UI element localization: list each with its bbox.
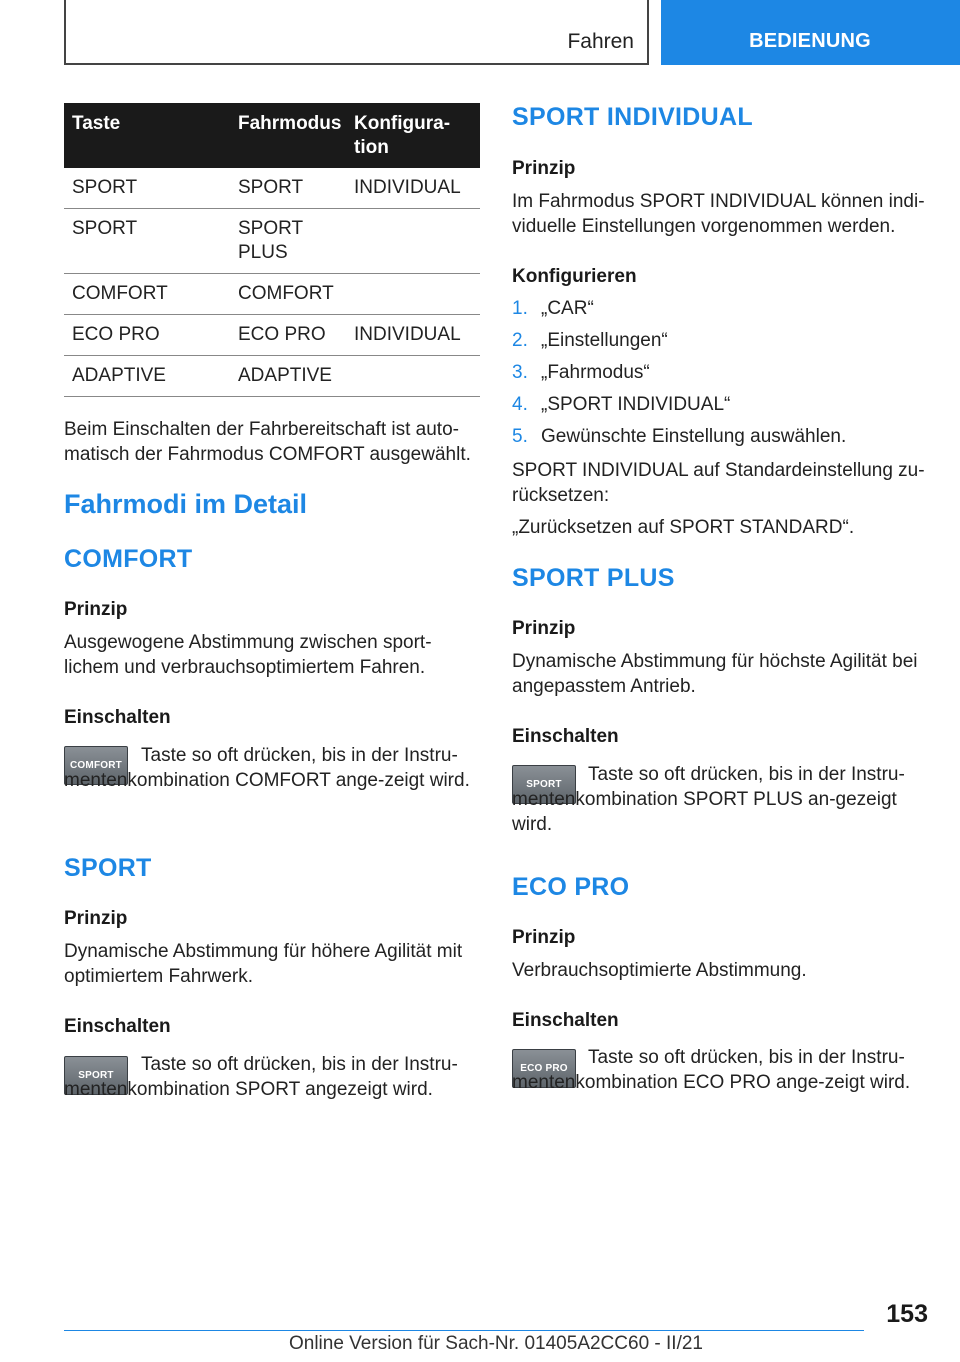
sport-einschalten-text-content: Taste so oft drücken, bis in der Instru‐mentenkombination SPORT angezeigt wird.	[64, 1054, 458, 1100]
table-row	[64, 209, 480, 274]
table-header-row	[64, 103, 480, 168]
eco-pro-button-icon: ECO PRO	[512, 1049, 576, 1088]
table-row	[64, 168, 480, 209]
table-cell: ADAPTIVE	[230, 356, 354, 397]
sport-plus-prinzip-text: Dynamische Abstimmung für höchste Agilität bei angepasstem Antrieb.	[512, 651, 918, 697]
comfort-button-icon: COMFORT	[64, 746, 128, 785]
list-item	[512, 325, 932, 357]
reset-instruction: SPORT INDIVIDUAL auf Standardeinstellung zu‐rücksetzen:	[512, 460, 925, 506]
table-cell: INDIVIDUAL	[354, 168, 480, 209]
step-number: 1.	[512, 298, 528, 319]
step-text: „Fahrmodus“	[541, 362, 650, 383]
table-cell: INDIVIDUAL	[354, 315, 480, 356]
sport-prinzip-text: Dynamische Abstimmung für höhere Agilität mit optimiertem Fahrwerk.	[64, 941, 463, 987]
section-title: Fahrmodi im Detail	[64, 489, 308, 519]
sport-prinzip-label: Prinzip	[64, 908, 128, 929]
sport-heading: SPORT	[64, 854, 152, 882]
list-item	[512, 421, 932, 453]
table-cell: COMFORT	[64, 274, 230, 315]
konfigurieren-label: Konfigurieren	[512, 266, 637, 287]
table-cell: ADAPTIVE	[64, 356, 230, 397]
table-cell: SPORT	[230, 168, 354, 209]
table-cell: SPORT	[64, 209, 230, 274]
comfort-einschalten-label: Einschalten	[64, 707, 171, 728]
table-cell	[354, 209, 480, 274]
comfort-prinzip-text: Ausgewogene Abstimmung zwischen sport‐lichem und verbrauchsoptimiertem Fahren.	[64, 632, 432, 678]
sport-plus-einschalten-text-content: Taste so oft drücken, bis in der Instru‐mentenkombination SPORT PLUS an‐gezeigt wird.	[512, 764, 905, 835]
comfort-prinzip-label: Prinzip	[64, 599, 128, 620]
sport-plus-einschalten-text	[512, 762, 922, 837]
table-header-cell: Taste	[64, 103, 230, 168]
step-number: 4.	[512, 394, 528, 415]
sport-einschalten-text	[64, 1052, 474, 1102]
reset-action: „Zurücksetzen auf SPORT STANDARD“.	[512, 517, 855, 538]
footer-divider	[64, 1330, 864, 1331]
sport-individual-prinzip-text: Im Fahrmodus SPORT INDIVIDUAL können indi‐viduelle Einstellungen vorgenommen werden.	[512, 191, 925, 237]
table-cell: ECO PRO	[230, 315, 354, 356]
eco-pro-prinzip-label: Prinzip	[512, 927, 576, 948]
table-row	[64, 315, 480, 356]
eco-pro-einschalten-text-content: Taste so oft drücken, bis in der Instru‐mentenkombination ECO PRO ange‐zeigt wird.	[512, 1047, 911, 1093]
step-text: „Einstellungen“	[541, 330, 668, 351]
table-cell: ECO PRO	[64, 315, 230, 356]
header-section-box	[64, 0, 649, 65]
step-text: Gewünschte Einstellung auswählen.	[541, 426, 847, 447]
drive-mode-table	[64, 103, 480, 397]
table-header-cell: Konfigura‐tion	[354, 103, 480, 168]
step-number: 3.	[512, 362, 528, 383]
intro-paragraph: Beim Einschalten der Fahrbereitschaft ist auto‐matisch der Fahrmodus COMFORT ausgewählt.	[64, 419, 471, 465]
step-text: „SPORT INDIVIDUAL“	[541, 394, 731, 415]
sport-plus-prinzip-label: Prinzip	[512, 618, 576, 639]
step-number: 5.	[512, 426, 528, 447]
table-header-cell: Fahrmodus	[230, 103, 354, 168]
table-cell: SPORT PLUS	[230, 209, 354, 274]
list-item	[512, 389, 932, 421]
comfort-heading: COMFORT	[64, 545, 193, 573]
table-cell	[354, 356, 480, 397]
sport-individual-heading: SPORT INDIVIDUAL	[512, 103, 753, 131]
page-number: 153	[886, 1300, 928, 1328]
sport-einschalten-label: Einschalten	[64, 1016, 171, 1037]
header-section-title: Fahren	[567, 30, 634, 53]
eco-pro-einschalten-label: Einschalten	[512, 1010, 619, 1031]
header-chapter-tab	[661, 0, 960, 65]
table-cell	[354, 274, 480, 315]
sport-plus-heading: SPORT PLUS	[512, 564, 675, 592]
footer-text: Online Version für Sach-Nr. 01405A2CC60 - II/21	[288, 1333, 703, 1354]
eco-pro-prinzip-text: Verbrauchsoptimierte Abstimmung.	[512, 960, 807, 981]
table-cell: SPORT	[64, 168, 230, 209]
sport-button-icon: SPORT	[64, 1056, 128, 1095]
sport-plus-einschalten-label: Einschalten	[512, 726, 619, 747]
table-cell: COMFORT	[230, 274, 354, 315]
header-chapter-title: BEDIENUNG	[749, 30, 871, 52]
table-row	[64, 356, 480, 397]
eco-pro-heading: ECO PRO	[512, 873, 630, 901]
sport-plus-button-icon: SPORT	[512, 765, 576, 804]
konfigurieren-steps	[512, 293, 932, 453]
list-item	[512, 357, 932, 389]
table-row	[64, 274, 480, 315]
eco-pro-einschalten-text	[512, 1045, 922, 1095]
comfort-einschalten-text	[64, 743, 474, 793]
comfort-einschalten-text-content: Taste so oft drücken, bis in der Instru‐mentenkombination COMFORT ange‐zeigt wird.	[64, 745, 470, 791]
sport-individual-prinzip-label: Prinzip	[512, 158, 576, 179]
list-item	[512, 293, 932, 325]
step-number: 2.	[512, 330, 528, 351]
step-text: „CAR“	[541, 298, 594, 319]
